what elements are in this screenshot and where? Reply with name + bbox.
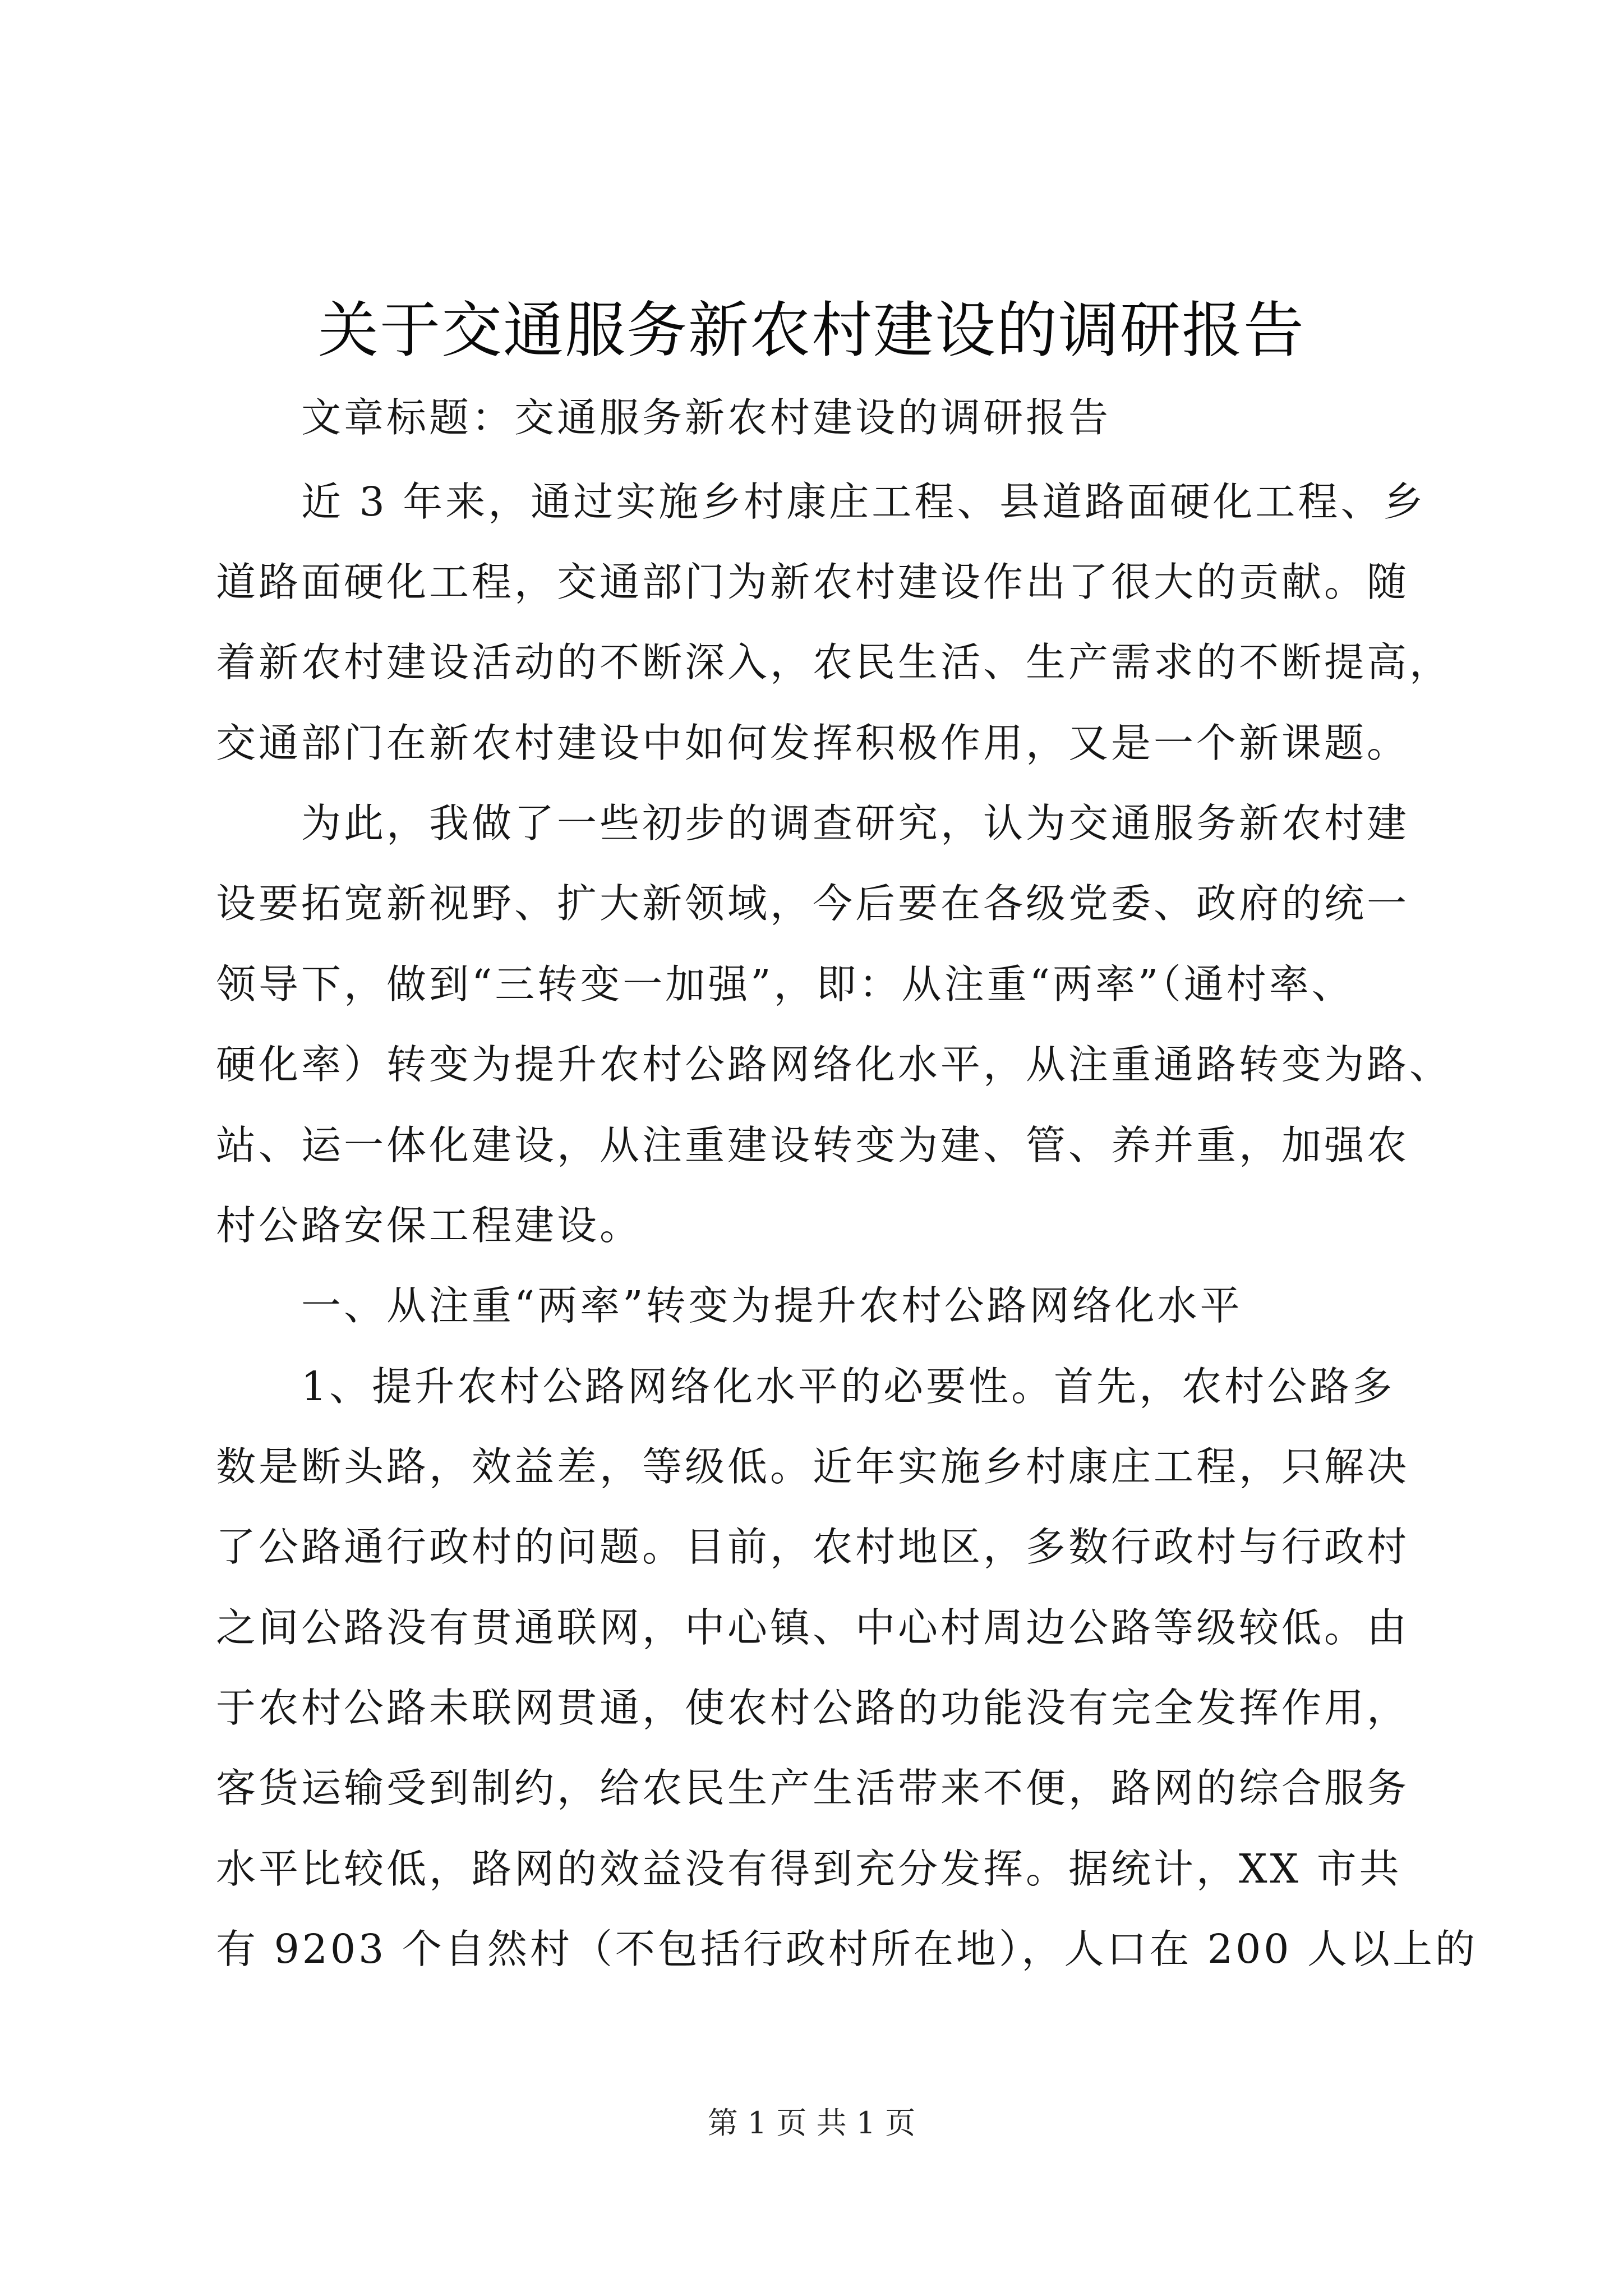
text-line-13: 1、提升农村公路网络化水平的必要性。首先，农村公路多 — [216, 1363, 1395, 1410]
text-line-1: 文章标题：交通服务新农村建设的调研报告 — [216, 394, 1112, 441]
text-line-3: 道路面硬化工程，交通部门为新农村建设作出了很大的贡献。随 — [216, 559, 1410, 605]
text-line-14: 数是断头路，效益差，等级低。近年实施乡村康庄工程，只解决 — [216, 1443, 1410, 1490]
text-line-8: 领导下，做到“三转变一加强”，即：从注重“两率”（通村率、 — [216, 961, 1354, 1007]
text-line-10: 站、运一体化建设，从注重建设转变为建、管、养并重，加强农 — [216, 1122, 1410, 1168]
text-line-12: 一、从注重“两率”转变为提升农村公路网络化水平 — [216, 1282, 1243, 1329]
text-line-20: 有 9203 个自然村（不包括行政村所在地），人口在 200 人以上的 — [216, 1926, 1478, 1972]
text-line-17: 于农村公路未联网贯通，使农村公路的功能没有完全发挥作用， — [216, 1685, 1410, 1731]
text-line-5: 交通部门在新农村建设中如何发挥积极作用，又是一个新课题。 — [216, 720, 1410, 766]
text-line-19: 水平比较低，路网的效益没有得到充分发挥。据统计，XX 市共 — [216, 1846, 1402, 1892]
text-line-18: 客货运输受到制约，给农民生产生活带来不便，路网的综合服务 — [216, 1765, 1410, 1811]
text-line-6: 为此，我做了一些初步的调查研究，认为交通服务新农村建 — [216, 800, 1410, 846]
text-line-9: 硬化率）转变为提升农村公路网络化水平，从注重通路转变为路、 — [216, 1041, 1453, 1088]
document-title: 关于交通服务新农村建设的调研报告 — [317, 296, 1305, 366]
text-line-16: 之间公路没有贯通联网，中心镇、中心村周边公路等级较低。由 — [216, 1604, 1410, 1651]
text-line-7: 设要拓宽新视野、扩大新领域，今后要在各级党委、政府的统一 — [216, 880, 1410, 927]
text-line-15: 了公路通行政村的问题。目前，农村地区，多数行政村与行政村 — [216, 1524, 1410, 1570]
text-line-4: 着新农村建设活动的不断深入，农民生活、生产需求的不断提高， — [216, 639, 1453, 685]
text-line-2: 近 3 年来，通过实施乡村康庄工程、县道路面硬化工程、乡 — [216, 478, 1426, 525]
text-line-11: 村公路安保工程建设。 — [216, 1202, 643, 1249]
page-footer: 第 1 页 共 1 页 — [707, 2105, 916, 2141]
